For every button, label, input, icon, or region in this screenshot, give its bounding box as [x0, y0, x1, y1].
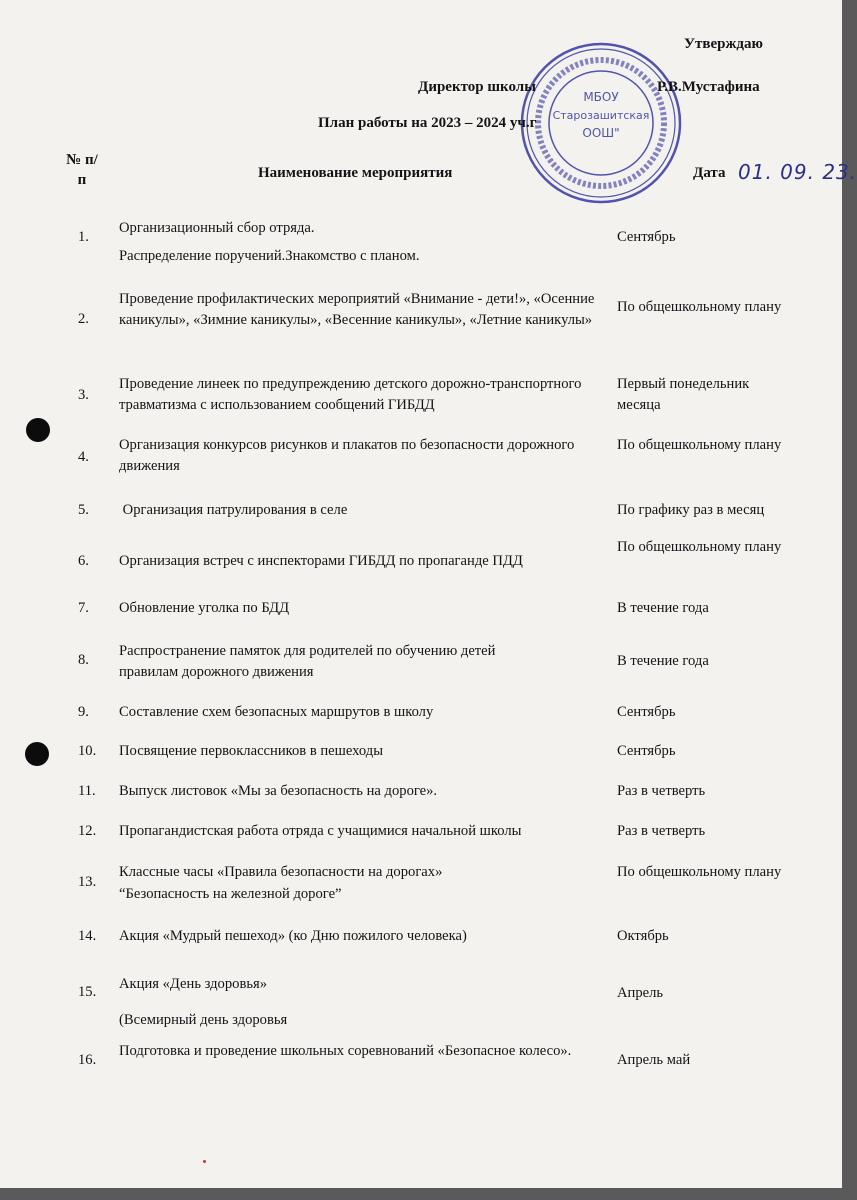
row-title: Классные часы «Правила безопасности на дорогах» “Безопасность на железной дороге”	[119, 864, 443, 902]
row-title: Составление схем безопасных маршрутов в школу	[119, 704, 434, 720]
row-number: 16.	[78, 1052, 97, 1068]
row-number: 11.	[78, 783, 96, 799]
row-number: 6.	[78, 553, 89, 569]
row-date: В течение года	[617, 600, 709, 616]
row-number: 4.	[78, 449, 89, 465]
handwritten-date: 01. 09. 23.	[738, 160, 857, 184]
row-number: 15.	[78, 984, 97, 1000]
row-date: Сентябрь	[617, 743, 676, 759]
column-header-number: № п/п	[66, 152, 98, 188]
row-date: Сентябрь	[617, 229, 676, 245]
stamp-line-1: МБОУ	[583, 90, 619, 104]
stamp-line-3: ООШ"	[582, 126, 620, 140]
row-title: Организация патрулирования в селе	[119, 502, 348, 518]
row-title: Проведение профилактических мероприятий «Внимание - дети!», «Осенние каникулы», «Зимние каникулы», «Весенние каникулы», «Летние каникулы»	[119, 291, 595, 328]
row-number: 8.	[78, 652, 89, 668]
school-seal-stamp	[519, 41, 683, 205]
row-date: По общешкольному плану	[617, 539, 782, 555]
row-title: Акция «Мудрый пешеход» (ко Дню пожилого человека)	[119, 928, 467, 944]
row-title: Выпуск листовок «Мы за безопасность на дороге».	[119, 783, 438, 799]
plan-title: План работы на 2023 – 2024 уч.г	[318, 115, 537, 131]
row-title: Обновление уголка по БДД	[119, 600, 290, 616]
row-title: Организация встреч с инспекторами ГИБДД по пропаганде ПДД	[119, 553, 523, 569]
row-title: Проведение линеек по предупреждению детского дорожно-транспортного травматизма с использованием сообщений ГИБДД	[119, 376, 582, 413]
row-date: Октябрь	[617, 928, 669, 944]
row-number: 10.	[78, 743, 97, 759]
row-title: Подготовка и проведение школьных соревнований «Безопасное колесо».	[119, 1043, 572, 1059]
row-date: Сентябрь	[617, 704, 676, 720]
row-number: 14.	[78, 928, 97, 944]
row-number: 5.	[78, 502, 89, 518]
row-number: 9.	[78, 704, 89, 720]
row-number: 2.	[78, 311, 89, 327]
row-date: Раз в четверть	[617, 783, 706, 799]
row-number: 3.	[78, 387, 89, 403]
row-title: Организация конкурсов рисунков и плакатов по безопасности дорожного движения	[119, 437, 575, 474]
row-date: По общешкольному плану	[617, 437, 782, 453]
row-number: 7.	[78, 600, 89, 616]
row-title: Организационный сбор отряда. Распределение поручений.Знакомство с планом.	[119, 220, 420, 264]
approve-label: Утверждаю	[684, 36, 763, 52]
row-number: 13.	[78, 874, 97, 890]
punch-hole	[26, 418, 50, 442]
row-date: Апрель	[617, 985, 664, 1001]
column-header-date: Дата	[693, 165, 726, 181]
column-header-title: Наименование мероприятия	[258, 165, 453, 181]
row-number: 1.	[78, 229, 89, 245]
row-title: Посвящение первоклассников в пешеходы	[119, 743, 384, 759]
stamp-line-2: Старозашитская	[552, 109, 650, 122]
director-name: Р.В.Мустафина	[657, 79, 760, 95]
row-date: Апрель май	[617, 1052, 691, 1068]
row-date: По графику раз в месяц	[617, 502, 765, 518]
row-date: По общешкольному плану	[617, 299, 782, 315]
director-label: Директор школы	[418, 79, 536, 95]
row-date: Раз в четверть	[617, 823, 706, 839]
row-title: Акция «День здоровья» (Всемирный день здоровья	[119, 976, 288, 1028]
punch-hole	[25, 742, 49, 766]
row-date: В течение года	[617, 653, 709, 669]
row-date: По общешкольному плану	[617, 864, 782, 880]
row-title: Пропагандистская работа отряда с учащимися начальной школы	[119, 823, 522, 839]
ink-speck	[203, 1160, 206, 1163]
row-number: 12.	[78, 823, 97, 839]
row-title: Распространение памяток для родителей по обучению детей правилам дорожного движения	[119, 643, 496, 680]
row-date: Первый понедельник месяца	[617, 376, 750, 413]
